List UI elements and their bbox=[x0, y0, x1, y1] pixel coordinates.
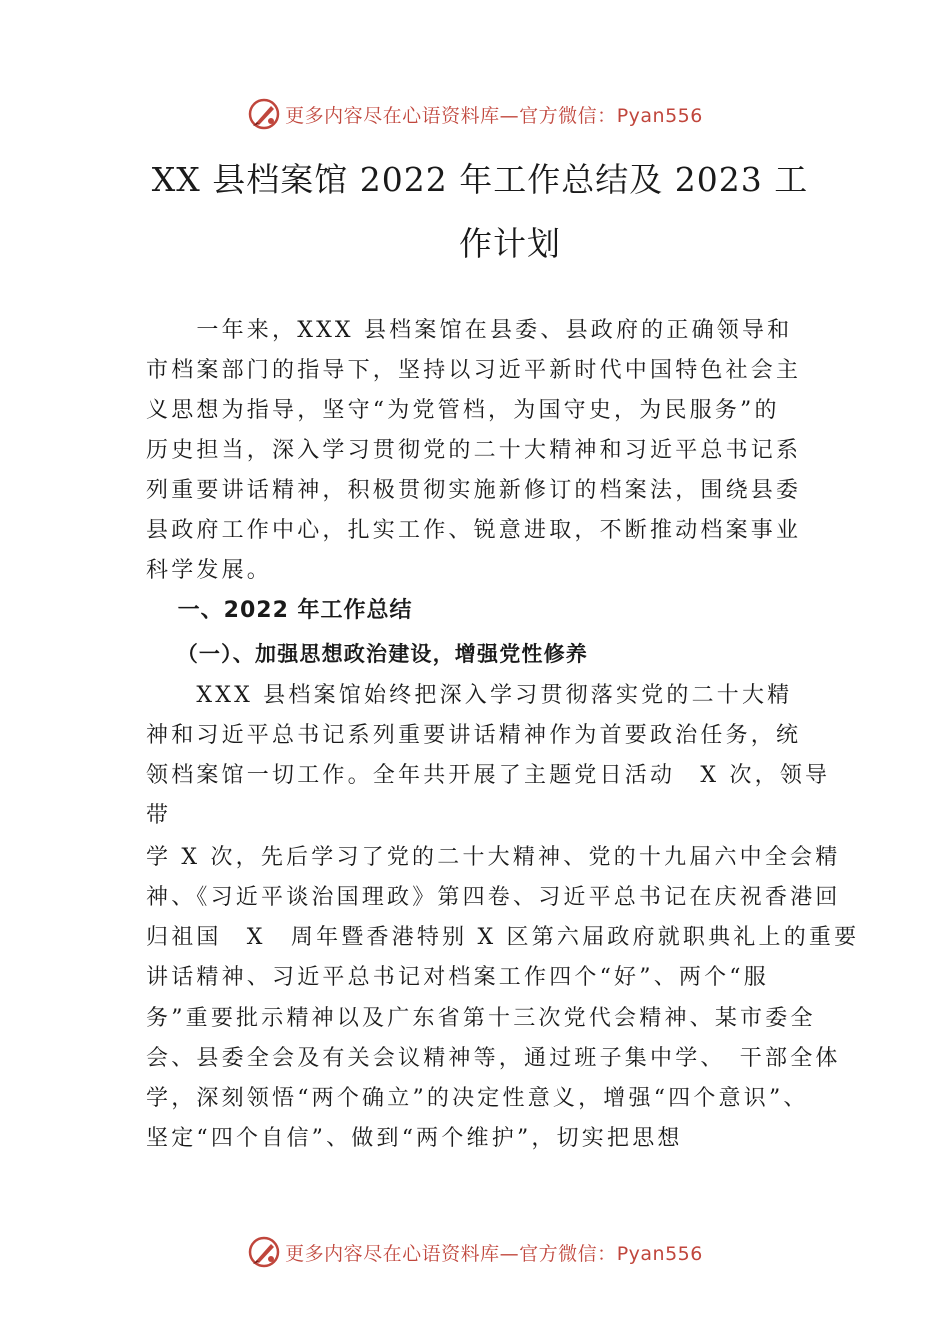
text-line: 务”重要批示精神以及广东省第十三次党代会精神、某市委全 bbox=[146, 1006, 816, 1031]
watermark-slogan: 更多内容尽在心语资料库 bbox=[285, 1242, 500, 1265]
watermark-text bbox=[285, 101, 703, 128]
watermark-slogan: 更多内容尽在心语资料库 bbox=[285, 104, 500, 127]
text-line: 学 X 次，先后学习了党的二十大精神、党的十九届六中全会精 bbox=[146, 845, 841, 870]
header-watermark bbox=[0, 94, 950, 134]
text-line: 带 bbox=[146, 803, 172, 828]
watermark-wechat-id: Pyan556 bbox=[616, 104, 703, 127]
text-line: 神、《习近平谈治国理政》第四卷、习近平总书记在庆祝香港回 bbox=[146, 885, 841, 910]
text-line: XXX 县档案馆始终把深入学习贯彻落实党的二十大精 bbox=[146, 683, 793, 708]
watermark-text bbox=[285, 1239, 703, 1266]
subsection-heading: （一）、加强思想政治建设，增强党性修养 bbox=[146, 641, 589, 666]
pen-logo-icon bbox=[247, 1235, 281, 1269]
watermark-wechat-id: Pyan556 bbox=[616, 1242, 703, 1265]
text-line: 一年来，XXX 县档案馆在县委、县政府的正确领导和 bbox=[146, 318, 793, 343]
text-line: 讲话精神、习近平总书记对档案工作四个“好”、两个“服 bbox=[146, 965, 769, 990]
watermark-separator: — bbox=[499, 1242, 520, 1265]
footer-watermark bbox=[0, 1232, 950, 1272]
text-line: 领档案馆一切工作。全年共开展了主题党日活动 X 次，领导 bbox=[146, 763, 831, 788]
text-line: 学，深刻领悟“两个确立”的决定性意义，增强“四个意识”、 bbox=[146, 1086, 809, 1111]
pen-logo-icon bbox=[247, 97, 281, 131]
text-line: 坚定“四个自信”、做到“两个维护”，切实把思想 bbox=[146, 1126, 683, 1151]
text-line: 会、县委全会及有关会议精神等，通过班子集中学、 干部全体 bbox=[146, 1046, 841, 1071]
watermark-separator: — bbox=[499, 104, 520, 127]
text-line: 市档案部门的指导下，坚持以习近平新时代中国特色社会主 bbox=[146, 358, 802, 383]
text-line: 归祖国 X 周年暨香港特别 X 区第六届政府就职典礼上的重要 bbox=[146, 925, 860, 950]
watermark-label: 官方微信： bbox=[519, 104, 617, 127]
document-title-line-1: XX 县档案馆 2022 年工作总结及 2023 工 bbox=[151, 160, 809, 199]
watermark-label: 官方微信： bbox=[519, 1242, 617, 1265]
text-line: 历史担当，深入学习贯彻党的二十大精神和习近平总书记系 bbox=[146, 438, 802, 463]
text-line: 县政府工作中心，扎实工作、锐意进取，不断推动档案事业 bbox=[146, 518, 802, 543]
document-title-line-2: 作计划 bbox=[459, 224, 561, 263]
section-heading: 一、2022 年工作总结 bbox=[146, 598, 413, 623]
text-line: 神和习近平总书记系列重要讲话精神作为首要政治任务，统 bbox=[146, 723, 802, 748]
text-line: 科学发展。 bbox=[146, 558, 273, 583]
text-line: 列重要讲话精神，积极贯彻实施新修订的档案法，围绕县委 bbox=[146, 478, 802, 503]
text-line: 义思想为指导，坚守“为党管档，为国守史，为民服务”的 bbox=[146, 398, 780, 423]
